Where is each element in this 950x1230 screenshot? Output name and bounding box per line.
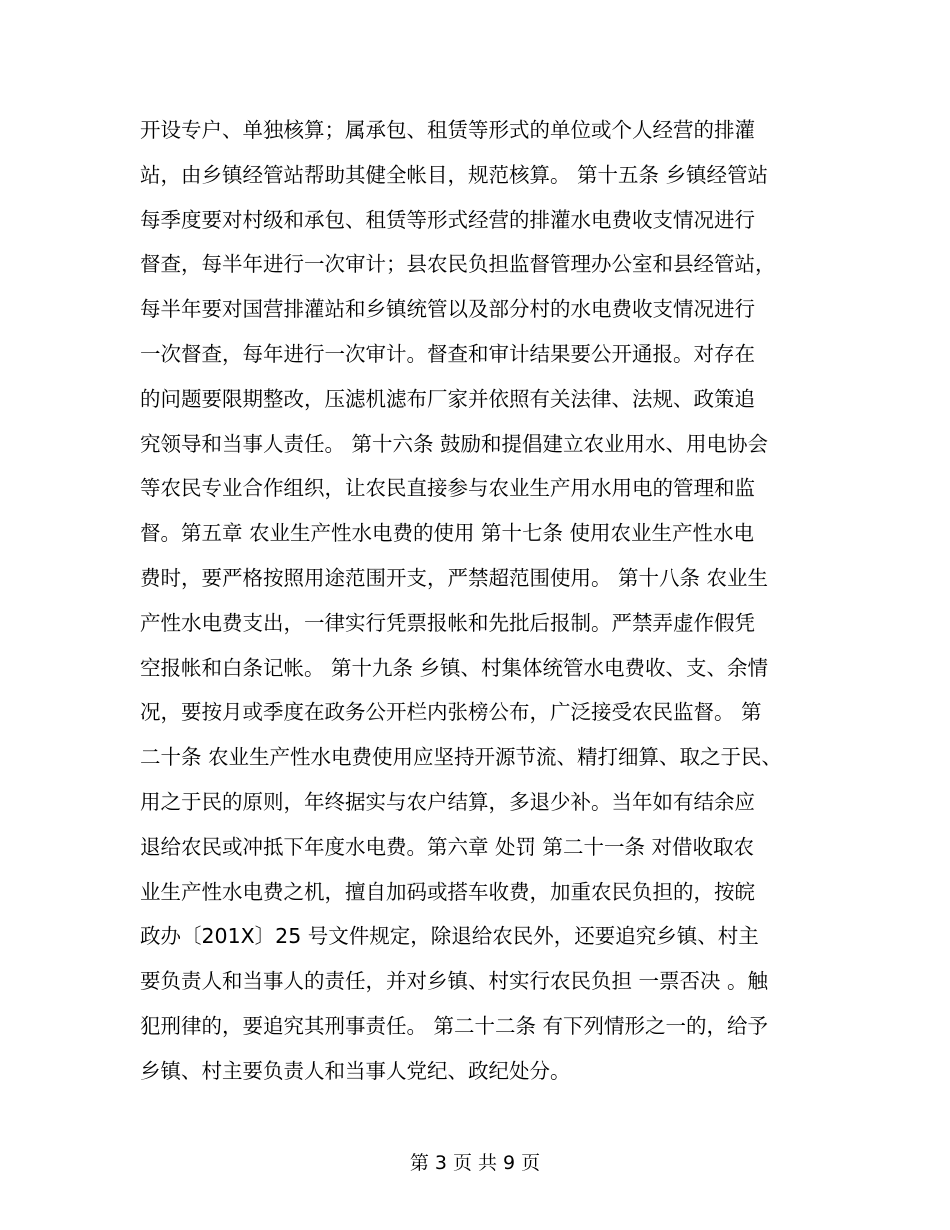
text-line: 督查，每半年进行一次审计；县农民负担监督管理办公室和县经管站，	[140, 252, 776, 277]
text-line: 政办〔201X〕25 号文件规定，除退给农民外，还要追究乡镇、村主	[140, 924, 759, 949]
text-line: 乡镇、村主要负责人和当事人党纪、政纪处分。	[140, 1058, 571, 1083]
text-line: 用之于民的原则，年终据实与农户结算，多退少补。当年如有结余应	[140, 789, 755, 814]
text-line: 每季度要对村级和承包、租赁等形式经营的排灌水电费收支情况进行	[140, 207, 755, 232]
text-line: 空报帐和白条记帐。 第十九条 乡镇、村集体统管水电费收、支、余情	[140, 655, 769, 680]
text-line: 督。第五章 农业生产性水电费的使用 第十七条 使用农业生产性水电	[140, 521, 755, 546]
text-line: 况，要按月或季度在政务公开栏内张榜公布，广泛接受农民监督。 第	[140, 700, 762, 725]
text-line: 的问题要限期整改，压滤机滤布厂家并依照有关法律、法规、政策追	[140, 386, 755, 411]
text-line: 费时，要严格按照用途范围开支，严禁超范围使用。 第十八条 农业生	[140, 565, 769, 590]
body-text	[140, 108, 840, 1094]
text-line: 等农民专业合作组织，让农民直接参与农业生产用水用电的管理和监	[140, 476, 755, 501]
text-line: 业生产性水电费之机，擅自加码或搭车收费，加重农民负担的，按皖	[140, 879, 755, 904]
text-line: 犯刑律的，要追究其刑事责任。 第二十二条 有下列情形之一的，给予	[140, 1013, 769, 1038]
text-line: 退给农民或冲抵下年度水电费。第六章 处罚 第二十一条 对借收取农	[140, 834, 755, 859]
text-line: 开设专户、单独核算；属承包、租赁等形式的单位或个人经营的排灌	[140, 118, 755, 142]
text-line: 二十条 农业生产性水电费使用应坚持开源节流、精打细算、取之于民、	[140, 745, 783, 770]
text-line: 站，由乡镇经管站帮助其健全帐目，规范核算。 第十五条 乡镇经管站	[140, 162, 769, 187]
page-number-footer: 第 3 页 共 9 页	[409, 1152, 541, 1174]
text-line: 每半年要对国营排灌站和乡镇统管以及部分村的水电费收支情况进行	[140, 297, 755, 322]
text-line: 究领导和当事人责任。 第十六条 鼓励和提倡建立农业用水、用电协会	[140, 431, 769, 456]
text-line: 产性水电费支出，一律实行凭票报帐和先批后报制。严禁弄虚作假凭	[140, 610, 755, 635]
text-line: 一次督查，每年进行一次审计。督查和审计结果要公开通报。对存在	[140, 341, 755, 366]
text-line: 要负责人和当事人的责任，并对乡镇、村实行农民负担 一票否决 。触	[140, 969, 769, 994]
